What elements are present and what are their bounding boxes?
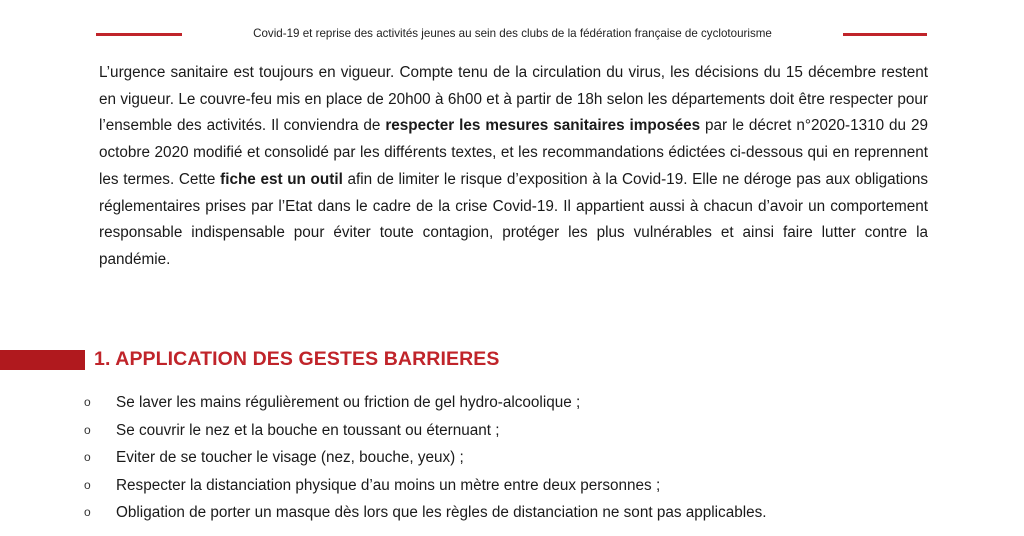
bullet-circle-icon: o — [84, 422, 91, 437]
intro-paragraph — [99, 60, 928, 274]
bullet-circle-icon: o — [84, 477, 91, 492]
list-item-text: Eviter de se toucher le visage (nez, bouche, yeux) ; — [116, 449, 464, 466]
list-item-text: Se couvrir le nez et la bouche en toussant ou éternuant ; — [116, 421, 500, 439]
list-item-text: Se laver les mains régulièrement ou friction de gel hydro-alcoolique ; — [116, 394, 581, 411]
section-heading-bar — [0, 350, 85, 370]
intro-text-1: L’urgence sanitaire est toujours en vigueur. Compte tenu de la circulation du virus, les décisions du 15 décembre restent en vigueur. Le couvre-feu mis en place de 20h00 à 6h00 et à partir de 18h selon les départements doit être respecter pour l’ensemble des activités. Il conviendra de — [99, 64, 928, 135]
bullet-circle-icon: o — [84, 450, 91, 464]
header-rule-left — [96, 33, 182, 36]
intro-text-3: afin de limiter le risque d’exposition à la Covid-19. Elle ne déroge pas aux obligations réglementaires prises par l’Etat dans le cadre de la crise Covid-19. Il appartient aussi à chacun d’avoir un comportement responsable indispensable pour éviter toute contagion, protéger les plus vulnérables et ainsi faire lutter contre la pandémie. — [99, 170, 928, 268]
bullet-circle-icon: o — [84, 505, 91, 519]
page-header-title: Covid-19 et reprise des activités jeunes au sein des clubs de la fédération française de cyclotourisme — [253, 27, 772, 40]
list-item-text: Obligation de porter un masque dès lors que les règles de distanciation ne sont pas applicables. — [116, 504, 767, 521]
intro-bold-2: fiche est un outil — [220, 170, 343, 188]
intro-text-2: par le décret n°2020-1310 du 29 octobre 2020 modifié et consolidé par les différents textes, et les recommandations édictées ci-dessous qui en reprennent les termes. Cette — [99, 117, 928, 188]
intro-bold-1: respecter les mesures sanitaires imposées — [385, 117, 701, 135]
section-title: 1. APPLICATION DES GESTES BARRIERES — [94, 348, 500, 370]
header-rule-right — [843, 33, 927, 36]
list-item-text: Respecter la distanciation physique d’au moins un mètre entre deux personnes ; — [116, 476, 661, 494]
bullet-circle-icon: o — [84, 395, 91, 409]
